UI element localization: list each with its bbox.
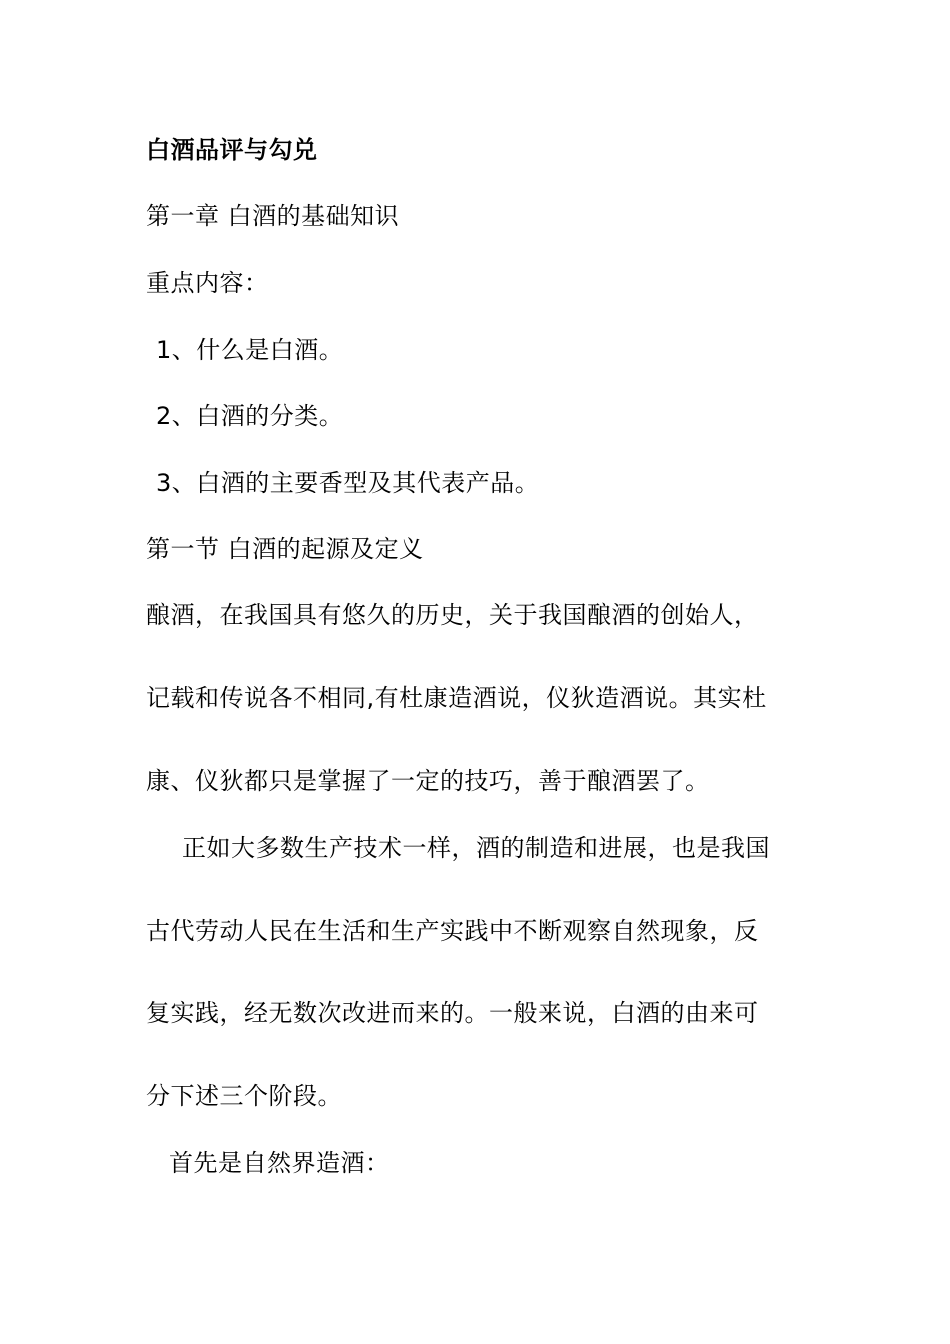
chapter-heading: 第一章 白酒的基础知识 <box>146 202 400 230</box>
paragraph-line: 古代劳动人民在生活和生产实践中不断观察自然现象，反 <box>146 917 759 945</box>
paragraph-line: 康、仪狄都只是掌握了一定的技巧，善于酿酒罢了。 <box>146 767 710 795</box>
paragraph-line: 正如大多数生产技术一样，酒的制造和进展，也是我国 <box>182 834 770 862</box>
key-point-item: 1、什么是白酒。 <box>156 336 344 364</box>
paragraph-line: 记载和传说各不相同,有杜康造酒说，仪狄造酒说。其实杜 <box>146 684 767 712</box>
paragraph-line: 复实践，经无数次改进而来的。一般来说，白酒的由来可 <box>146 999 759 1027</box>
section-heading: 第一节 白酒的起源及定义 <box>146 535 424 563</box>
key-point-item: 3、白酒的主要香型及其代表产品。 <box>156 469 540 497</box>
paragraph-line: 酿酒，在我国具有悠久的历史，关于我国酿酒的创始人， <box>146 601 759 629</box>
paragraph-line: 分下述三个阶段。 <box>146 1082 342 1110</box>
paragraph-line: 首先是自然界造酒： <box>169 1149 390 1177</box>
key-point-item: 2、白酒的分类。 <box>156 402 344 430</box>
key-points-label: 重点内容： <box>146 269 269 297</box>
document-title: 白酒品评与勾兑 <box>146 136 318 164</box>
